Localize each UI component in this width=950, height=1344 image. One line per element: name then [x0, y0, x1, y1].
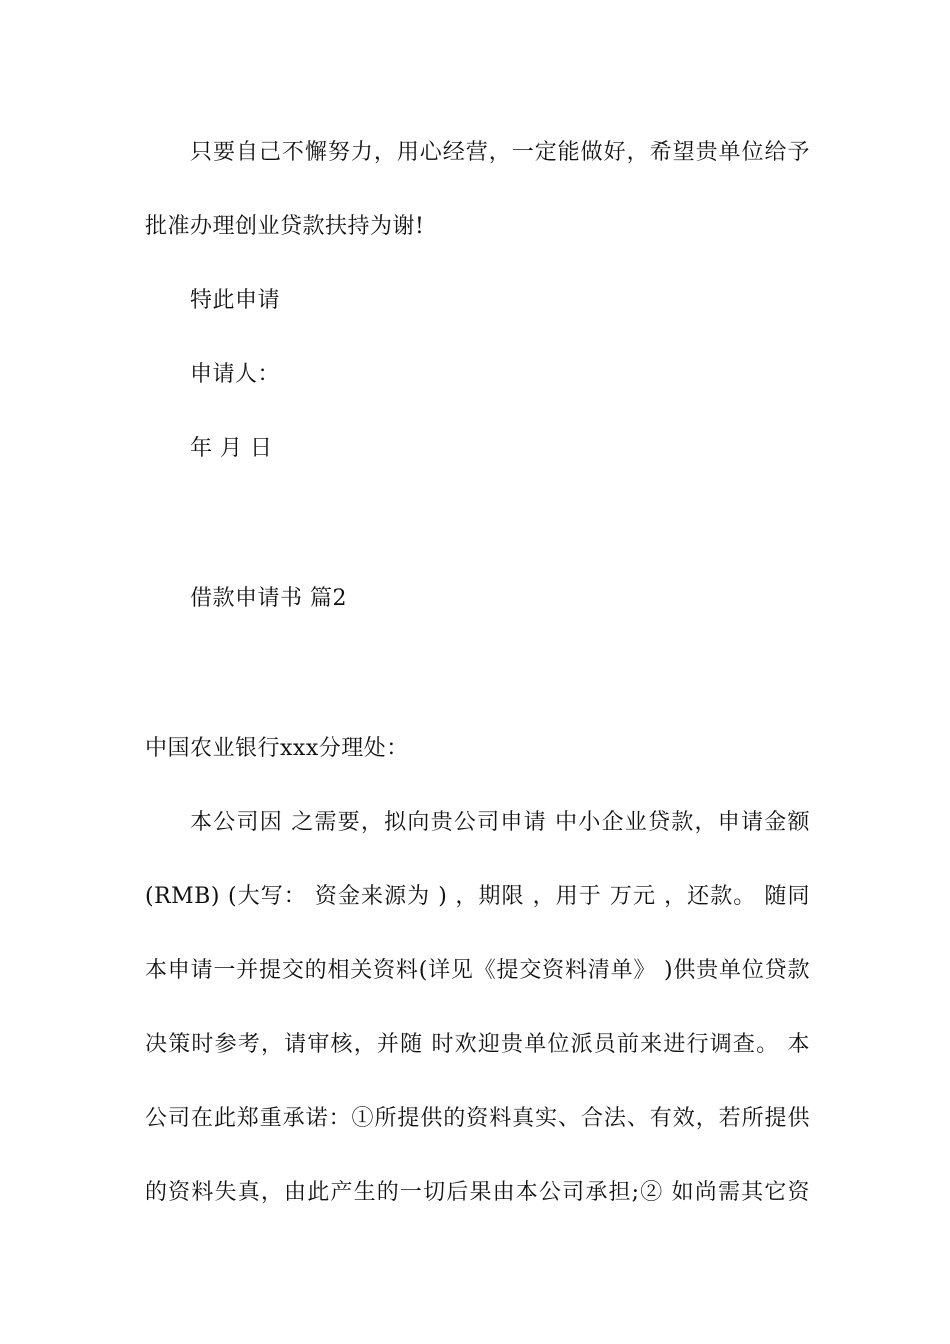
paragraph-2-line-5: 公司在此郑重承诺：①所提供的资料真实、合法、有效，若所提供 — [145, 1106, 810, 1131]
paragraph-2-line-1: 本公司因 之需要，拟向贵公司申请 中小企业贷款，申请金额 — [190, 810, 810, 835]
paragraph-1-line-2: 批准办理创业贷款扶持为谢! — [145, 214, 425, 239]
closing-text: 特此申请 — [190, 288, 281, 313]
date-label: 年 月 日 — [190, 436, 273, 461]
applicant-label: 申请人： — [190, 362, 281, 387]
paragraph-2-line-3: 本申请一并提交的相关资料(详见《提交资料清单》 )供贵单位贷款 — [145, 958, 810, 983]
paragraph-1-line-1: 只要自己不懈努力，用心经营，一定能做好，希望贵单位给予 — [190, 140, 810, 165]
paragraph-2-line-4: 决策时参考，请审核，并随 时欢迎贵单位派员前来进行调查。 本 — [145, 1032, 810, 1057]
paragraph-2-line-2: (RMB) (大写： 资金来源为 ) ，期限 ，用于 万元 ，还款。 随同 — [145, 884, 810, 909]
paragraph-2-line-6: 的资料失真，由此产生的一切后果由本公司承担;② 如尚需其它资 — [145, 1180, 810, 1205]
addressee: 中国农业银行xxx分理处： — [145, 736, 409, 761]
section-title: 借款申请书 篇2 — [190, 586, 347, 611]
